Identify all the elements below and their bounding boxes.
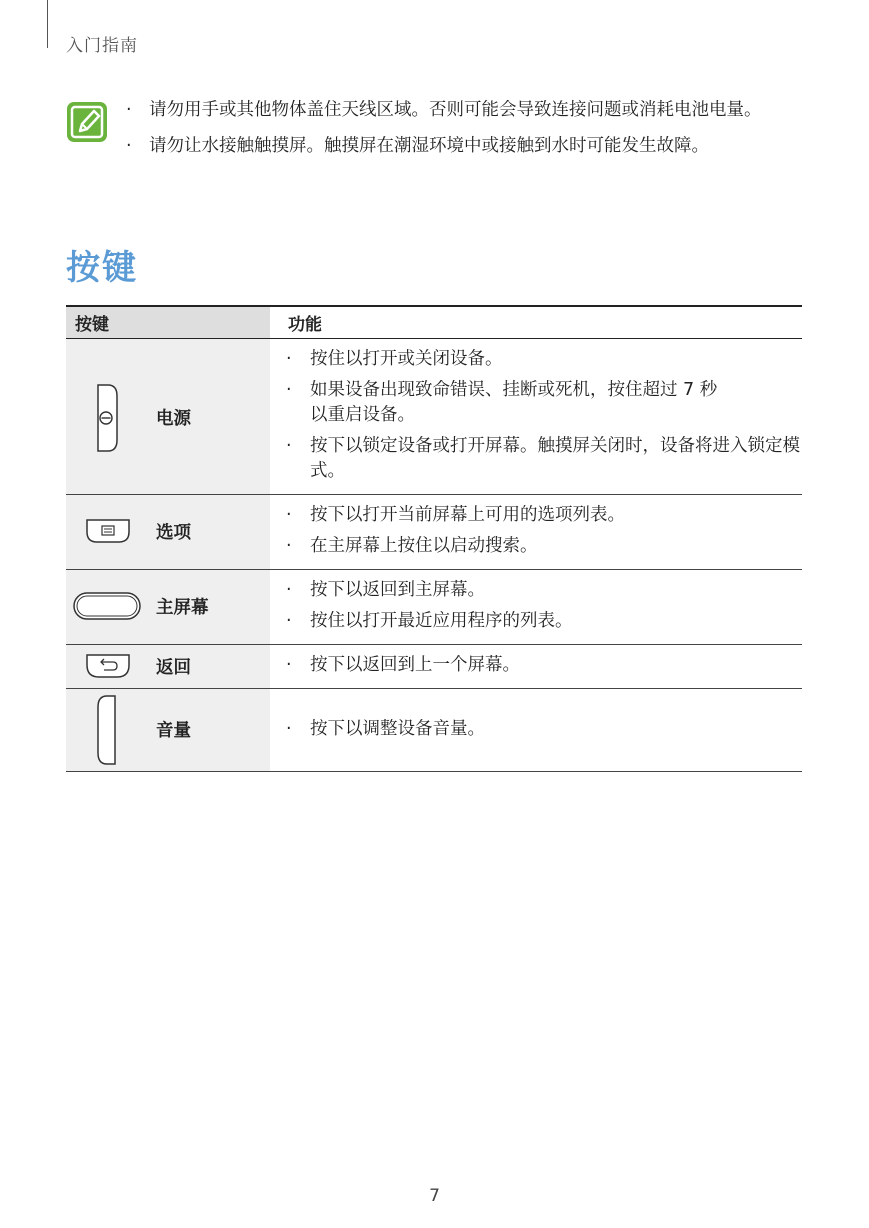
bullet: · (126, 100, 132, 120)
power-key-icon (96, 384, 118, 452)
function-text: 按住以打开最近应用程序的列表。 (310, 611, 573, 631)
bullet: · (286, 718, 292, 739)
bullet: · (286, 580, 292, 600)
key-cell (66, 495, 270, 570)
bullet: · (286, 349, 292, 369)
function-cell (270, 570, 802, 645)
function-list (270, 645, 802, 688)
section-title: 按键 (66, 248, 138, 288)
table-row (66, 339, 802, 495)
key-name: 返回 (156, 657, 191, 678)
function-cell (270, 495, 802, 570)
menu-key-icon (86, 519, 130, 543)
header-function: 功能 (270, 306, 802, 339)
bullet: · (286, 611, 292, 631)
function-item (286, 609, 802, 634)
key-cell (66, 689, 270, 772)
function-list (270, 570, 802, 644)
home-key-icon (73, 592, 141, 620)
key-name: 主屏幕 (156, 598, 209, 618)
table-row (66, 689, 802, 772)
key-name: 音量 (156, 721, 191, 741)
header-section-title: 入门指南 (66, 36, 138, 56)
function-item (286, 347, 802, 372)
volume-key-icon (97, 695, 117, 765)
function-item (286, 378, 802, 428)
key-name: 电源 (156, 408, 191, 429)
bullet: · (286, 380, 292, 400)
note-text: 请勿用手或其他物体盖住天线区域。否则可能会导致连接问题或消耗电池电量。 (149, 100, 762, 120)
back-key-icon (86, 654, 130, 678)
function-text: 按下以返回到主屏幕。 (310, 580, 485, 600)
function-text: 按下以调整设备音量。 (310, 718, 485, 739)
key-cell (66, 570, 270, 645)
function-cell (270, 339, 802, 495)
function-text: 按下以锁定设备或打开屏幕。触摸屏关闭时，设备将进入锁定模式。 (310, 436, 800, 481)
bullet: · (286, 436, 292, 456)
function-list (270, 495, 802, 569)
function-cell (270, 645, 802, 689)
note-list (126, 97, 806, 169)
function-item (286, 578, 802, 603)
bullet: · (286, 505, 292, 525)
function-text: 在主屏幕上按住以启动搜索。 (310, 536, 538, 556)
function-item (286, 434, 802, 484)
header-key: 按键 (66, 306, 270, 339)
note-text: 请勿让水接触触摸屏。触摸屏在潮湿环境中或接触到水时可能发生故障。 (149, 136, 709, 156)
function-item (286, 503, 802, 528)
function-text: 按住以打开或关闭设备。 (310, 349, 503, 369)
function-item (286, 717, 802, 742)
key-name: 选项 (156, 523, 191, 543)
note-item (126, 97, 806, 123)
function-cell (270, 689, 802, 772)
header-divider (47, 0, 48, 48)
function-text: 按下以打开当前屏幕上可用的选项列表。 (310, 505, 625, 525)
table-row (66, 495, 802, 570)
function-list (270, 709, 802, 752)
bullet: · (286, 655, 292, 675)
function-item (286, 653, 802, 678)
table-row (66, 570, 802, 645)
key-cell (66, 645, 270, 689)
bullet: · (286, 536, 292, 556)
page-number: 7 (429, 1186, 440, 1206)
function-list (270, 339, 802, 494)
function-item (286, 534, 802, 559)
key-cell (66, 339, 270, 495)
table-row (66, 645, 802, 689)
function-text: 如果设备出现致命错误、挂断或死机，按住超过 7 秒以重启设备。 (310, 380, 718, 425)
bullet: · (126, 136, 132, 156)
note-item (126, 133, 806, 159)
function-text: 按下以返回到上一个屏幕。 (310, 655, 520, 675)
table-header-row (66, 306, 802, 339)
keys-table (66, 305, 802, 772)
note-pencil-icon (66, 101, 108, 143)
